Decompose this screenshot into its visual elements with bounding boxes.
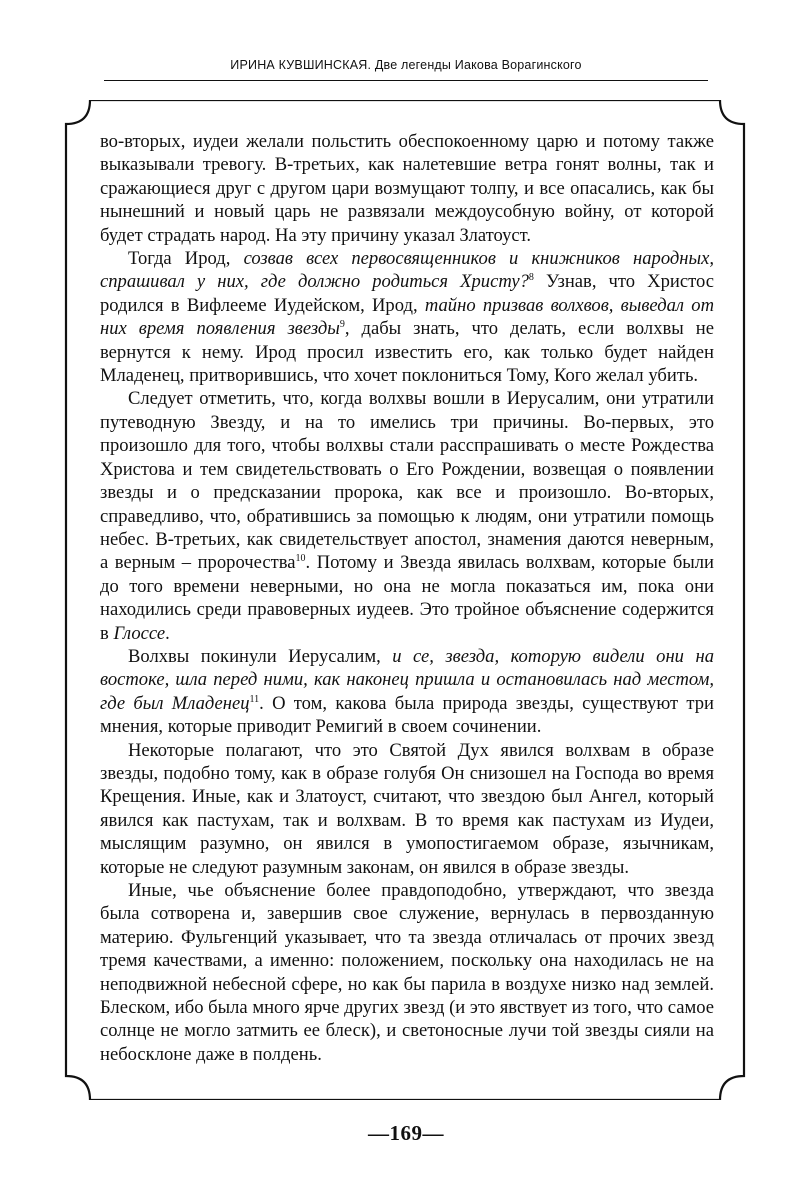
quotation: тайно призвав волхвов, выведал от них время появления звезды xyxy=(100,294,714,340)
paragraph xyxy=(100,645,714,739)
text-segment: Узнав, что Христос родился в Вифлееме Иудейском, Ирод, xyxy=(100,271,714,316)
text-segment: Некоторые полагают, что это Святой Дух явился волхвам в образе звезды, подобно тому, как в образе голубя Он снизошел на Господа во время Крещения. Иные, как и Златоуст, считают, что звездою был Ангел, который явился как пастухам, так и волхвам. В то время как пастухам из Иудеи, мыслящим разумно, он явился в умопостигаемом образе, язычникам, которые не следуют разумным законам, он явился в образе звезды. xyxy=(100,739,714,878)
footnote-marker: 11 xyxy=(249,693,260,705)
quotation: и се, звезда, которую видели они на востоке, шла перед ними, как наконец пришла и остановилась над местом, где был Младенец xyxy=(100,645,714,714)
text-segment: , дабы знать, что делать, если волхвы не вернутся к нему. Ирод просил известить его, как только будет найден Младенец, притворившись, что хочет поклониться Тому, Кого желал убить. xyxy=(100,318,714,387)
text-segment: . xyxy=(165,622,170,644)
quotation: созвав всех первосвященников и книжников народных, спрашивал у них, где должно родиться Христу? xyxy=(100,248,715,293)
paragraph xyxy=(100,247,714,387)
footnote-marker: 10 xyxy=(295,553,306,565)
text-segment: Волхвы покинули Иерусалим, xyxy=(128,645,393,667)
paragraph xyxy=(100,879,714,1066)
text-segment: Иные, чье объяснение более правдоподобно, утверждают, что звезда была сотворена и, завершив свое служение, вернулась в первозданную материю. Фульгенций указывает, что та звезда отличалась от прочих звезд тремя качествами, а именно: положением, поскольку она находилась не на неподвижной небесной сфере, но как бы парила в воздухе низко над землей. Блеском, ибо была много ярче других звезд (и это явствует из того, что самое солнце не могло затмить ее блеск), и светоносные лучи той звезды сияли на небосклоне даже в полдень. xyxy=(100,880,714,1065)
text-segment: во-вторых, иудеи желали польстить обеспокоенному царю и потому также выказывали тревогу. В-третьих, как налетевшие ветра гонят волны, так и сражающиеся друг с другом цари возмущают толпу, и все опасались, как бы нынешний и новый царь не развязали междоусобную войну, от которой будет страдать народ. На эту причину указал Златоуст. xyxy=(100,131,714,246)
header-title: Две легенды Иакова Ворагинского xyxy=(374,58,582,72)
text-segment: Тогда Ирод, xyxy=(128,248,244,270)
running-header xyxy=(104,58,708,72)
paragraph xyxy=(100,130,714,247)
header-author: ИРИНА КУВШИНСКАЯ. xyxy=(230,58,372,72)
page-number: —169— xyxy=(368,1121,444,1145)
quotation: Глоссе xyxy=(113,622,166,644)
text-segment: . Потому и Звезда явилась волхвам, которые были до того времени неверными, но она не могла показаться им, пока они находились среди правоверных иудеев. Это тройное объяснение содержится в xyxy=(100,552,714,644)
paragraph xyxy=(100,739,714,879)
footnote-marker: 8 xyxy=(528,272,534,284)
body-text xyxy=(100,130,714,1066)
text-segment: . О том, какова была природа звезды, существуют три мнения, которые приводит Ремигий в своем сочинении. xyxy=(100,692,714,738)
text-segment: Следует отметить, что, когда волхвы вошли в Иерусалим, они утратили путеводную Звезду, и на то имелись три причины. Во-первых, это произошло для того, чтобы волхвы стали расспрашивать о месте Рождества Христова и тем свидетельствовать о Его Рождении, возвещая о появлении звезды и о предсказании пророка, как все и произошло. Во-вторых, справедливо, что, обратившись за помощью к людям, они утратили помощь небес. В-третьих, как свидетельствует апостол, знамения даются неверным, а верным – пророчества xyxy=(100,388,714,574)
header-rule xyxy=(104,80,708,81)
footnote-marker: 9 xyxy=(339,319,345,331)
paragraph xyxy=(100,387,714,644)
